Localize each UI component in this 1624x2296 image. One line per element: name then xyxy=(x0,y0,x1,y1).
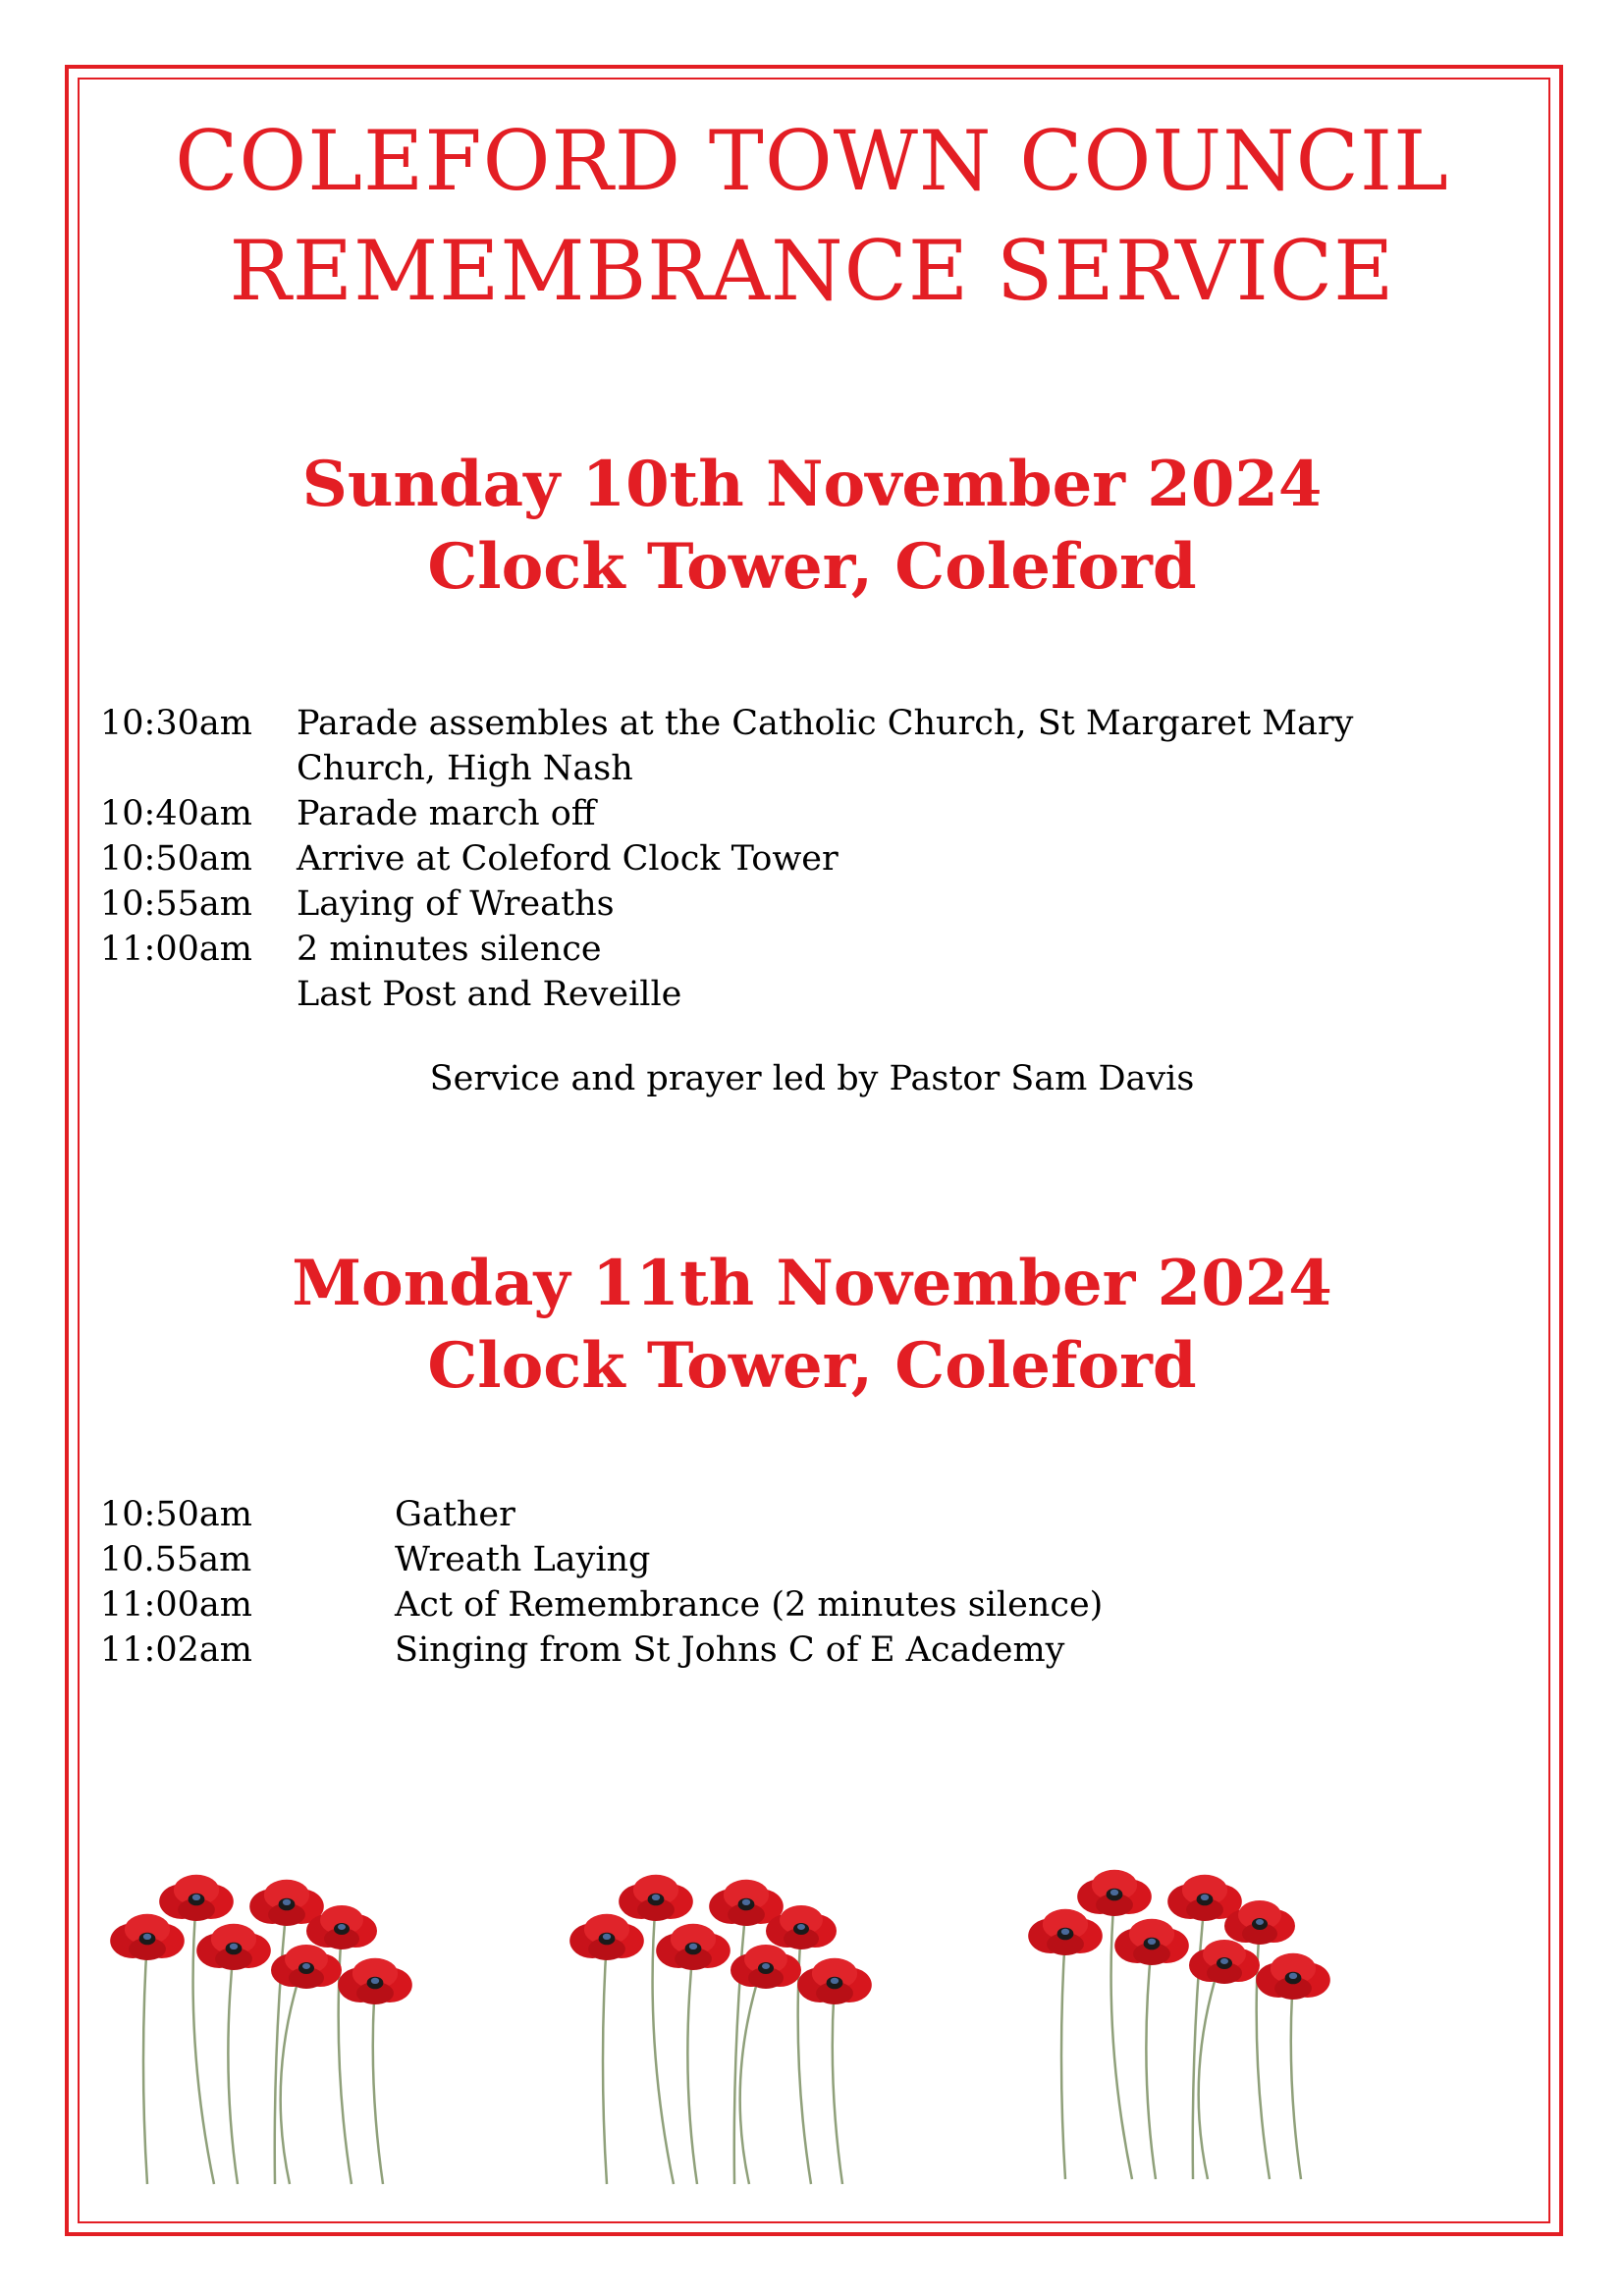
page-title xyxy=(79,106,1545,326)
service-leader-note: Service and prayer led by Pastor Sam Davis xyxy=(429,1059,1195,1098)
poppy-flower xyxy=(110,1914,185,1960)
schedule-desc: Parade march off xyxy=(297,794,596,833)
schedule-row xyxy=(100,1537,1553,1582)
schedule-desc: 2 minutes silence xyxy=(297,930,602,969)
schedule-time: 10:50am xyxy=(100,1495,252,1534)
event-heading-monday xyxy=(79,1243,1545,1408)
schedule-time: 11:00am xyxy=(100,930,252,969)
schedule-time: 10:30am xyxy=(100,704,252,743)
poppies-illustration xyxy=(88,1845,1536,2189)
schedule-row xyxy=(100,836,1553,881)
title-line-2: REMEMBRANCE SERVICE xyxy=(229,223,1395,319)
schedule-time: 10:55am xyxy=(100,884,252,924)
poppy-group xyxy=(1028,1870,1330,2179)
poppy-group xyxy=(110,1875,412,2184)
title-line-1: COLEFORD TOWN COUNCIL xyxy=(175,113,1449,209)
schedule-desc: Laying of Wreaths xyxy=(297,884,615,924)
schedule-row xyxy=(100,1582,1553,1628)
schedule-row xyxy=(100,701,1553,791)
schedule-desc: Singing from St Johns C of E Academy xyxy=(395,1630,1065,1670)
schedule-desc: Gather xyxy=(395,1495,515,1534)
schedule-monday xyxy=(100,1492,1553,1673)
poppy-flower xyxy=(338,1958,412,2004)
event-location: Clock Tower, Coleford xyxy=(427,1329,1197,1403)
schedule-desc: Last Post and Reveille xyxy=(297,975,682,1014)
schedule-row xyxy=(100,881,1553,927)
schedule-sunday xyxy=(100,701,1553,1017)
poppy-flower xyxy=(196,1924,271,1970)
schedule-time: 11:00am xyxy=(100,1585,252,1625)
poppy-flower xyxy=(249,1880,324,1926)
schedule-time: 11:02am xyxy=(100,1630,252,1670)
schedule-row xyxy=(100,791,1553,836)
schedule-desc: Wreath Laying xyxy=(395,1540,651,1579)
schedule-desc: Parade assembles at the Catholic Church, St Margaret Mary Church, High Nash xyxy=(297,704,1354,788)
event-location: Clock Tower, Coleford xyxy=(427,530,1197,604)
schedule-desc: Act of Remembrance (2 minutes silence) xyxy=(395,1585,1104,1625)
schedule-row xyxy=(100,1628,1553,1673)
event-heading-sunday xyxy=(79,444,1545,609)
poppy-flower xyxy=(159,1875,234,1921)
poppy-group xyxy=(569,1875,872,2184)
schedule-row xyxy=(100,1492,1553,1537)
schedule-desc: Arrive at Coleford Clock Tower xyxy=(297,839,839,879)
event-date: Sunday 10th November 2024 xyxy=(301,448,1323,521)
schedule-row xyxy=(100,927,1553,972)
schedule-time: 10:50am xyxy=(100,839,252,879)
schedule-time xyxy=(100,972,297,1017)
schedule-row xyxy=(100,972,1553,1017)
event-date: Monday 11th November 2024 xyxy=(292,1247,1332,1320)
schedule-time: 10.55am xyxy=(100,1540,252,1579)
schedule-time: 10:40am xyxy=(100,794,252,833)
